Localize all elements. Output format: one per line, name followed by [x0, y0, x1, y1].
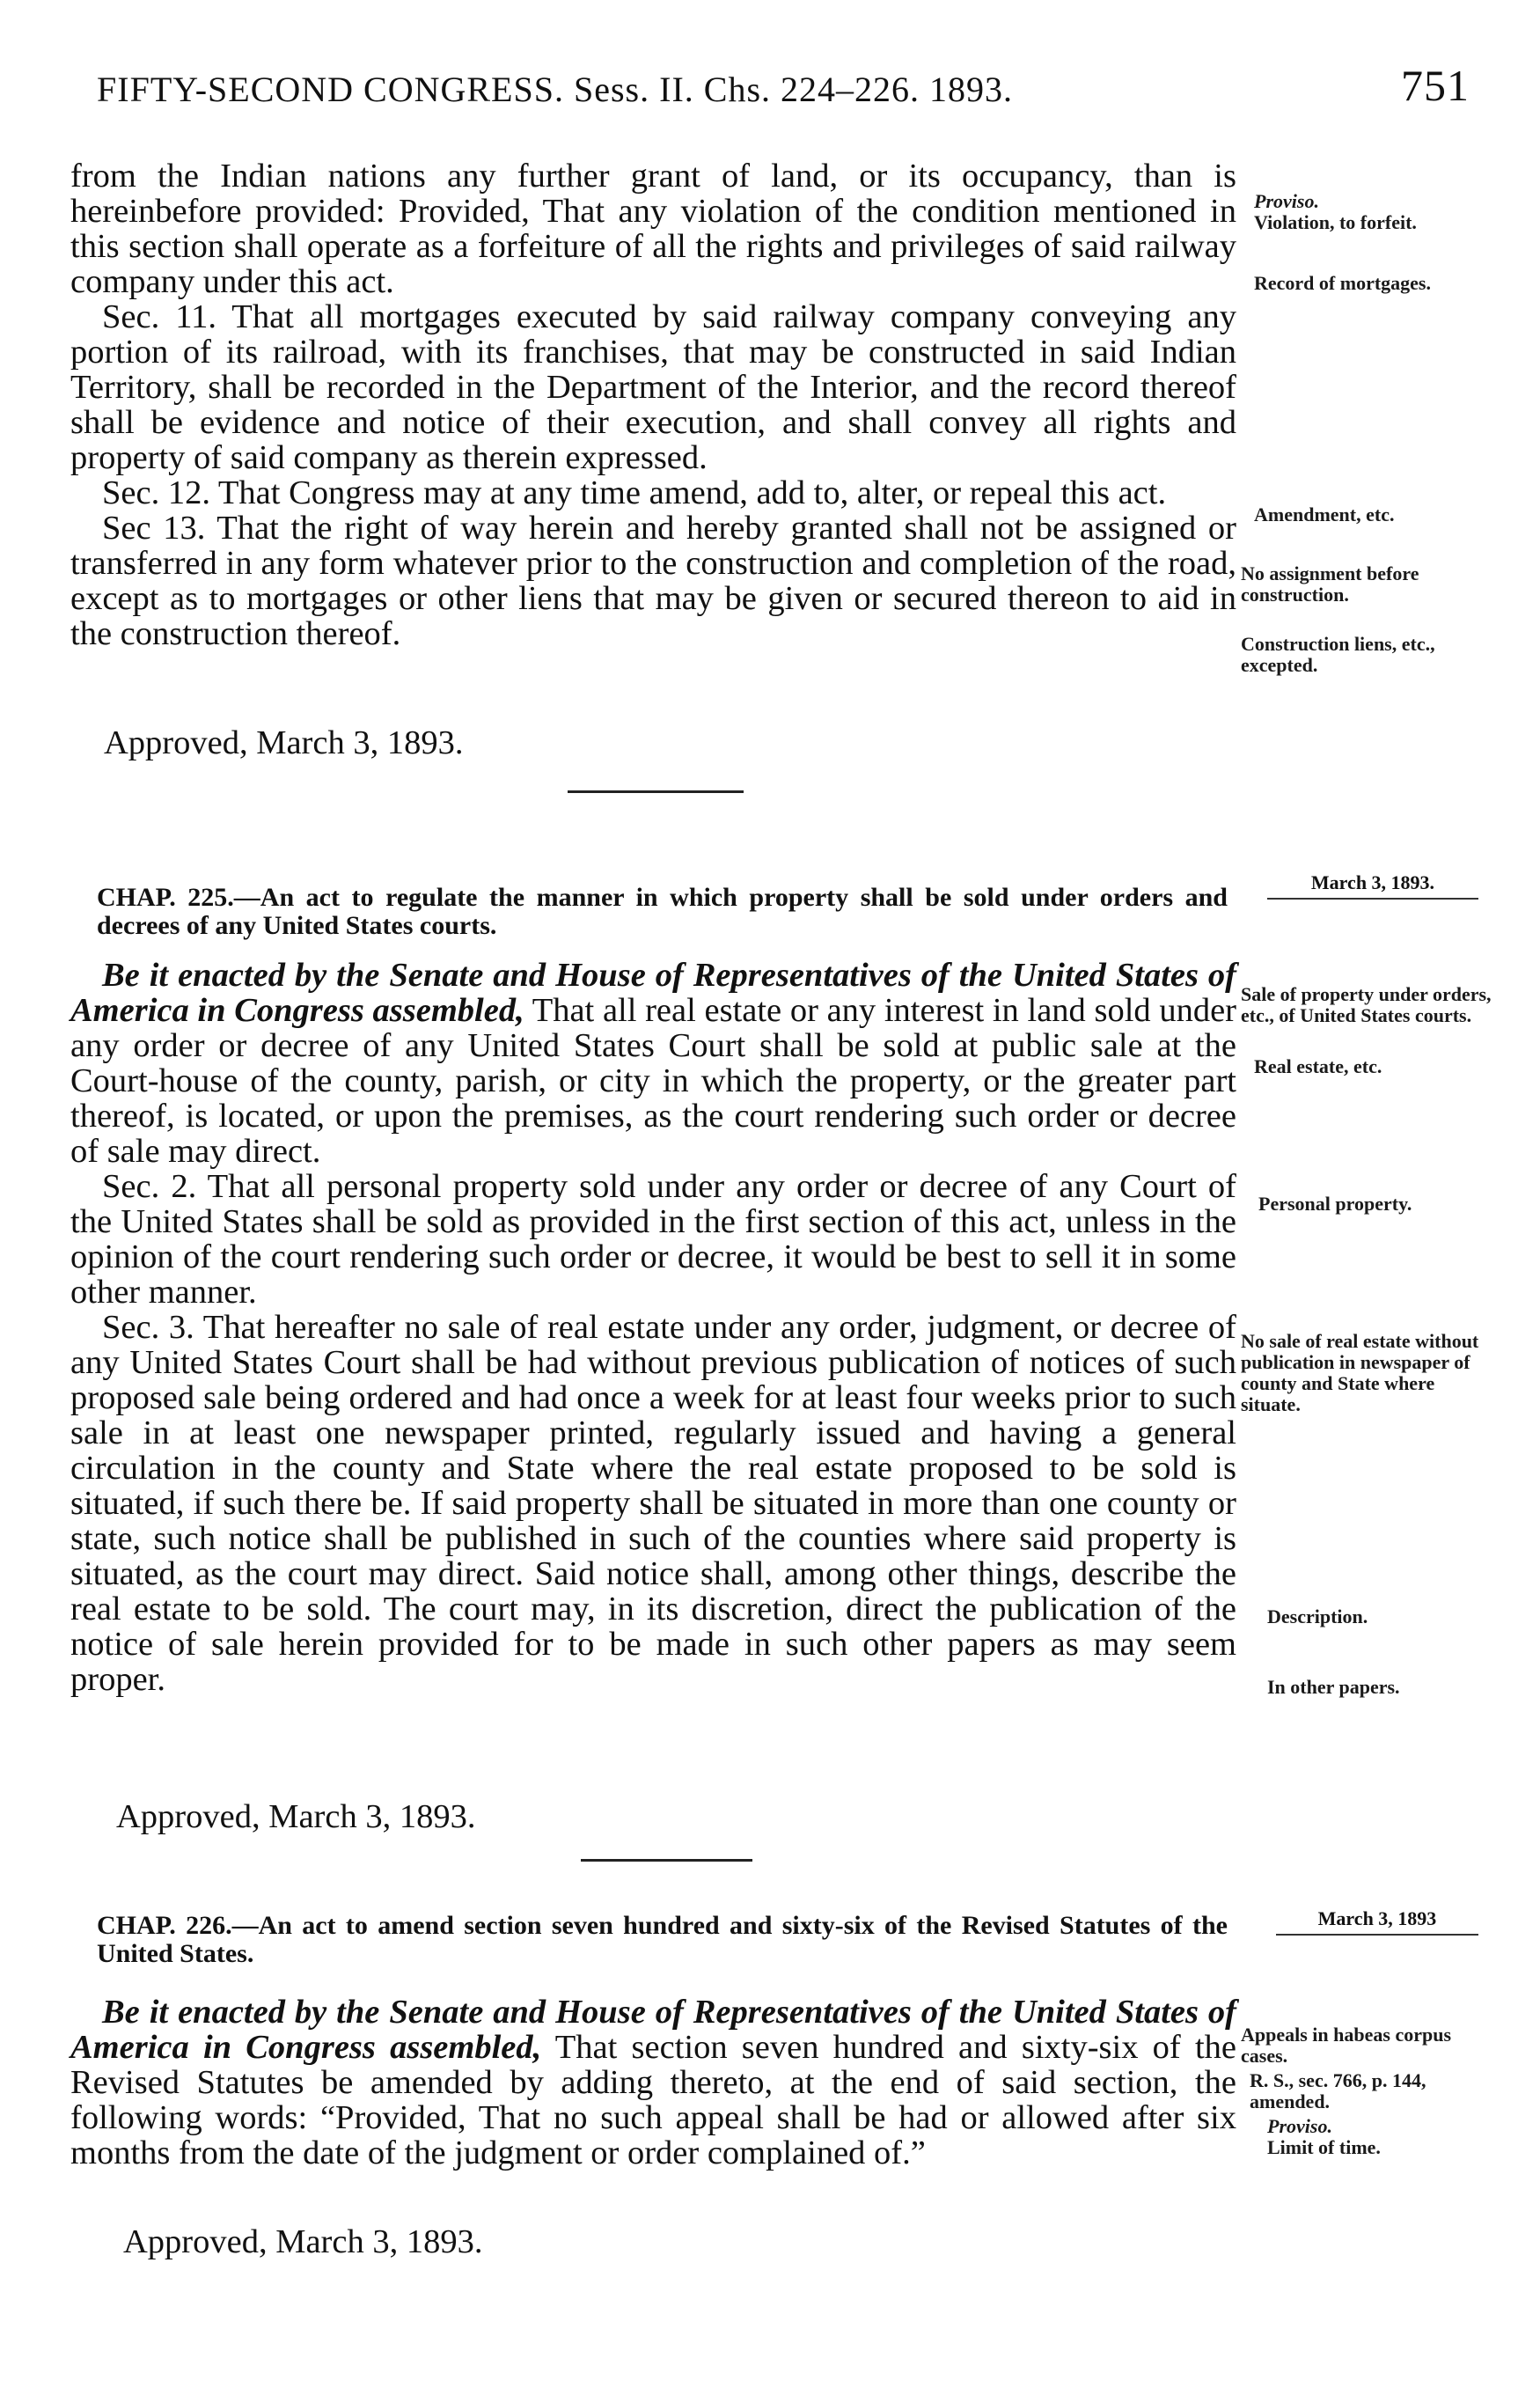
- margin-habeas: Appeals in habeas corpus cases.: [1241, 2024, 1452, 2067]
- ch225-sec3: Sec. 3. That hereafter no sale of real estate under any order, judgment, or decree of any United States Court shall be had without previous publication of notices of such proposed sale being ordered and had once a week for at least four weeks prior to such sale in at least one newspaper printed, regularly issued and having a general circulation in the county and State where the real estate proposed to be sold is situated, if such there be. If said property shall be situated in more than one county or state, such notice shall be published in such of the counties where said property is situated, as the court may direct. Said notice shall, among other things, describe the real estate to be sold. The court may, in its discretion, direct the publication of the notice of sale herein provided for to be made in such other papers as may seem proper.: [70, 1309, 1236, 1698]
- section-divider: [568, 790, 744, 793]
- ch226-date: March 3, 1893: [1276, 1907, 1478, 1936]
- margin-construction-liens: Construction liens, etc., excepted.: [1241, 633, 1435, 676]
- ch226-sec1: That section seven hundred and sixty-six of the Revised Statutes be amended by adding thereto, at the end of said section, the following words: “Provided, That no such appeal shall be had or allowed after six months from the date of the judgment or order complained of.”: [70, 2029, 1236, 2171]
- running-head: FIFTY-SECOND CONGRESS. Sess. II. Chs. 224–226. 1893.: [97, 70, 1014, 109]
- ch224-para1: from the Indian nations any further grant of land, or its occupancy, than is hereinbefore provided: Provided, That any violation of the condition mentioned in this section shall operate as a forfeiture of all the rights and privileges of said railway company under this act.: [70, 158, 1236, 300]
- margin-record-mortgages: Record of mortgages.: [1254, 272, 1431, 294]
- margin-rs: R. S., sec. 766, p. 144, amended.: [1250, 2069, 1426, 2112]
- ch225-sec2: Sec. 2. That all personal property sold under any order or decree of any Court of the United States shall be sold as provided in the first section of this act, unless in the opinion of the court rendering such order or decree, it would be best to sell it in some other manner.: [70, 1168, 1236, 1311]
- section-divider: [581, 1859, 752, 1862]
- margin-personal-property: Personal property.: [1258, 1193, 1412, 1215]
- ch224-approved: Approved, March 3, 1893.: [104, 724, 464, 761]
- margin-other-papers: In other papers.: [1267, 1676, 1400, 1698]
- ch226-enacting: Be it enacted by the Senate and House of Representatives of the United States of America in Congress assembled,: [70, 1994, 1236, 2066]
- ch226-title: CHAP. 226.—An act to amend section seven hundred and sixty-six of the Revised Statutes of the United States.: [97, 1911, 1228, 1968]
- margin-amendment: Amendment, etc.: [1254, 503, 1395, 525]
- ch225-title: CHAP. 225.—An act to regulate the manner in which property shall be sold under orders and decrees of any United States courts.: [97, 883, 1228, 940]
- ch224-sec11: Sec. 11. That all mortgages executed by said railway company conveying any portion of its railroad, with its franchises, that may be constructed in said Indian Territory, shall be recorded in the Department of the Interior, and the record thereof shall be evidence and notice of their execution, and shall convey all rights and property of said company as therein expressed.: [70, 298, 1236, 476]
- page-number: 751: [1401, 61, 1470, 110]
- ch225-text: [70, 958, 1236, 1697]
- ch224-sec13: Sec 13. That the right of way herein and hereby granted shall not be assigned or transferred in any form whatever prior to the construction and completion of the road, except as to mortgages or other liens that may be given or secured thereon to aid in the construction thereof.: [70, 510, 1236, 652]
- margin-proviso-2: Proviso.: [1267, 2115, 1332, 2137]
- ch225-sec1: That all real estate or any interest in land sold under any order or decree of any United States Court shall be sold at public sale at the Court-house of the county, parish, or city in which the property, or the greater part thereof, is located, or upon the premises, as the court rendering such order or decree of sale may direct.: [70, 992, 1236, 1170]
- ch225-approved: Approved, March 3, 1893.: [116, 1798, 476, 1835]
- margin-violation: Violation, to forfeit.: [1254, 211, 1417, 233]
- margin-sale-property: Sale of property under orders, etc., of United States courts.: [1241, 983, 1492, 1026]
- ch224-sec12: Sec. 12. That Congress may at any time amend, add to, alter, or repeal this act.: [102, 474, 1167, 511]
- ch225-date: March 3, 1893.: [1267, 871, 1478, 900]
- ch225-enacting: Be it enacted by the Senate and House of Representatives of the United States of America in Congress assembled,: [70, 957, 1236, 1029]
- ch224-text: [70, 158, 1236, 651]
- margin-limit-time: Limit of time.: [1267, 2136, 1381, 2158]
- ch226-approved: Approved, March 3, 1893.: [123, 2223, 483, 2260]
- running-header: [97, 61, 1470, 121]
- margin-real-estate: Real estate, etc.: [1254, 1055, 1382, 1077]
- ch226-text: [70, 1995, 1236, 2171]
- margin-description: Description.: [1267, 1605, 1368, 1627]
- margin-no-sale: No sale of real estate without publication in newspaper of county and State where situate.: [1241, 1330, 1479, 1415]
- margin-proviso: Proviso.: [1254, 190, 1319, 212]
- margin-no-assignment: No assignment before construction.: [1241, 562, 1419, 606]
